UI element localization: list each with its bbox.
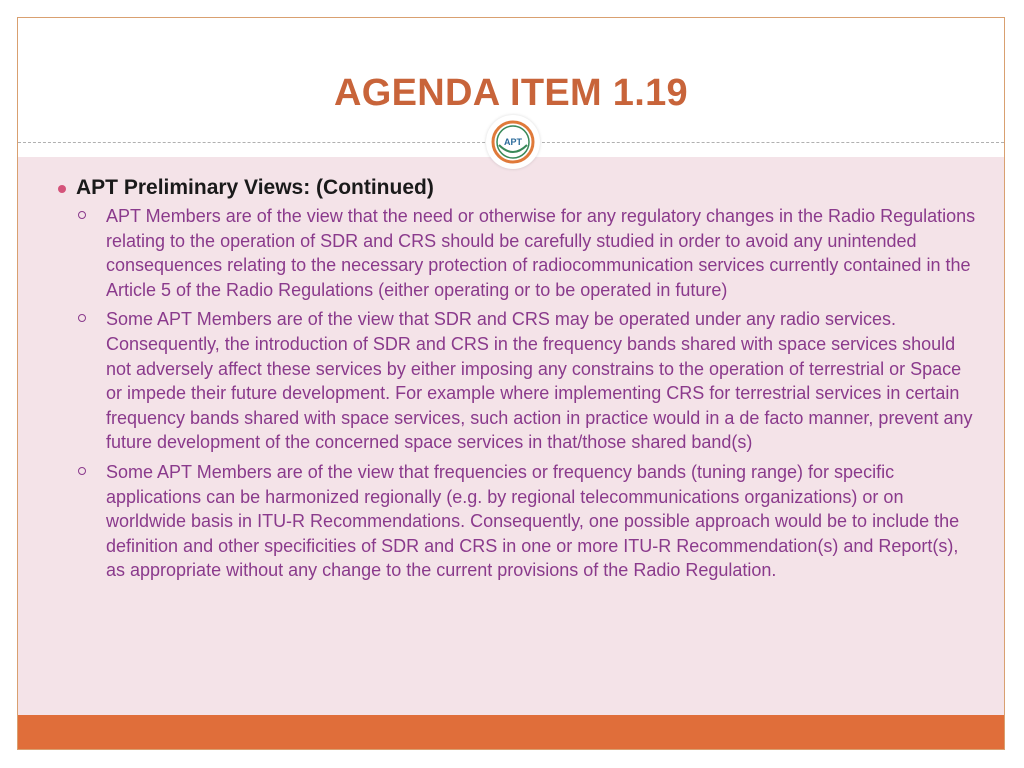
slide (17, 17, 1005, 750)
hollow-circle-icon (78, 211, 86, 219)
slide-title: AGENDA ITEM 1.19 (334, 72, 688, 114)
list-item (58, 460, 978, 583)
footer-bar (18, 715, 1004, 749)
hollow-circle-icon (78, 467, 86, 475)
slide-content (58, 176, 978, 588)
main-bullet (58, 176, 978, 200)
list-item-text: APT Members are of the view that the need or otherwise for any regulatory changes in the Radio Regulations relating to the operation of SDR and CRS should be carefully studied in order to avoid any unintended consequences relating to the necessary protection of radiocommunication services currently contained in the Article 5 of the Radio Regulations (either operating or to be operated in future) (106, 206, 976, 300)
list-item-text: Some APT Members are of the view that SDR and CRS may be operated under any radio services. Consequently, the introduction of SDR and CRS in the frequency bands shared with space services should not adversely affect these services by either imposing any constrains to the operation of terrestrial or Space or impede their future development. For example where implementing CRS for terrestrial services in certain frequency bands shared with space services, such action in practice would in a de facto manner, prevent any future development of the concerned space services in that/those shared band(s) (106, 309, 973, 453)
list-item-text: Some APT Members are of the view that frequencies or frequency bands (tuning range) for specific applications can be harmonized regionally (e.g. by regional telecommunications organizations) or on worldwide basis in ITU-R Recommendations. Consequently, one possible approach would be to include the definition and other specificities of SDR and CRS in one or more ITU-R Recommendation(s) and Report(s), as appropriate without any change to the current provisions of the Radio Regulation. (106, 461, 960, 581)
bullet-heading: APT Preliminary Views: (Continued) (76, 176, 434, 199)
list-item (58, 307, 978, 455)
sub-bullet-list (58, 204, 978, 583)
hollow-circle-icon (78, 314, 86, 322)
filled-dot-icon (58, 185, 66, 193)
list-item (58, 204, 978, 302)
apt-logo-icon (486, 115, 540, 169)
logo-text: APT (504, 137, 522, 147)
